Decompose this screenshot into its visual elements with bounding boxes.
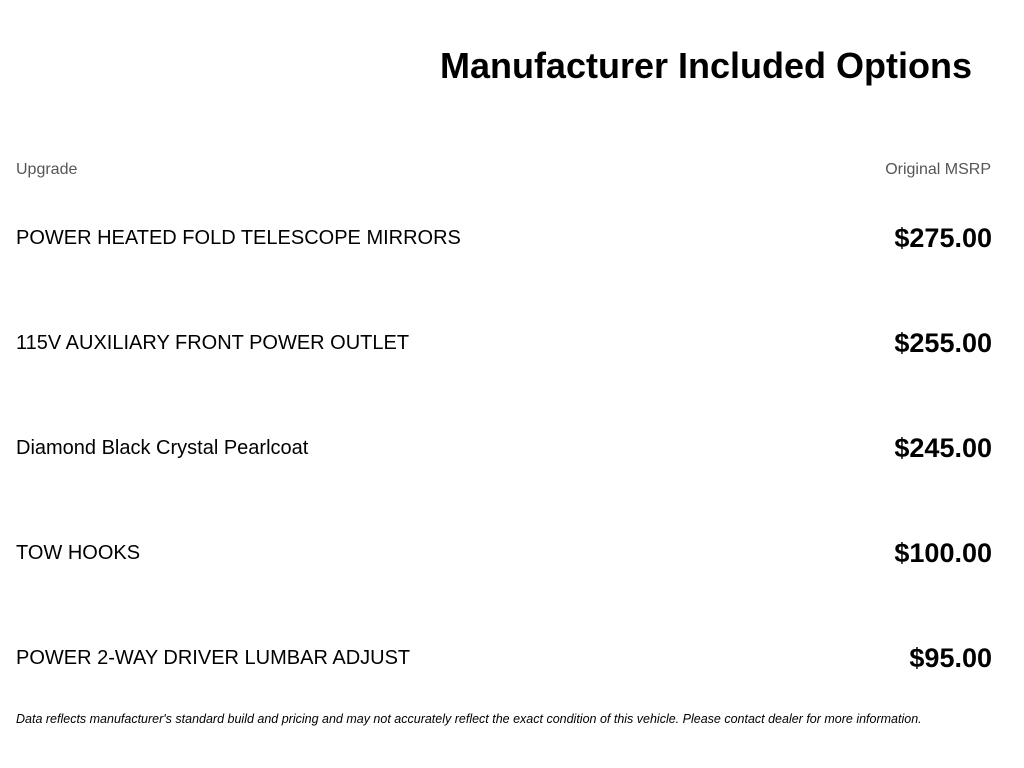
- disclaimer-text: Data reflects manufacturer's standard build and pricing and may not accurately reflect the exact condition of this vehicle. Please contact dealer for more information.: [16, 712, 922, 726]
- page-title: Manufacturer Included Options: [439, 45, 972, 86]
- option-name: POWER HEATED FOLD TELESCOPE MIRRORS: [16, 227, 461, 249]
- option-price: $245.00: [894, 433, 992, 463]
- option-name: 115V AUXILIARY FRONT POWER OUTLET: [16, 332, 410, 354]
- option-name: TOW HOOKS: [16, 542, 141, 564]
- option-row: [16, 291, 992, 396]
- option-price: $275.00: [894, 223, 992, 253]
- option-row: [16, 501, 992, 606]
- option-row: [16, 186, 992, 291]
- option-row: [16, 396, 992, 501]
- option-price: $100.00: [894, 538, 992, 568]
- option-name: Diamond Black Crystal Pearlcoat: [16, 437, 309, 459]
- options-list: [16, 186, 992, 711]
- msrp-column-header: Original MSRP: [885, 161, 991, 178]
- option-price: $255.00: [894, 328, 992, 358]
- option-row: [16, 606, 992, 711]
- upgrade-column-header: Upgrade: [16, 161, 78, 178]
- option-name: POWER 2-WAY DRIVER LUMBAR ADJUST: [16, 647, 411, 669]
- option-price: $95.00: [909, 643, 992, 673]
- column-headers: [16, 160, 991, 180]
